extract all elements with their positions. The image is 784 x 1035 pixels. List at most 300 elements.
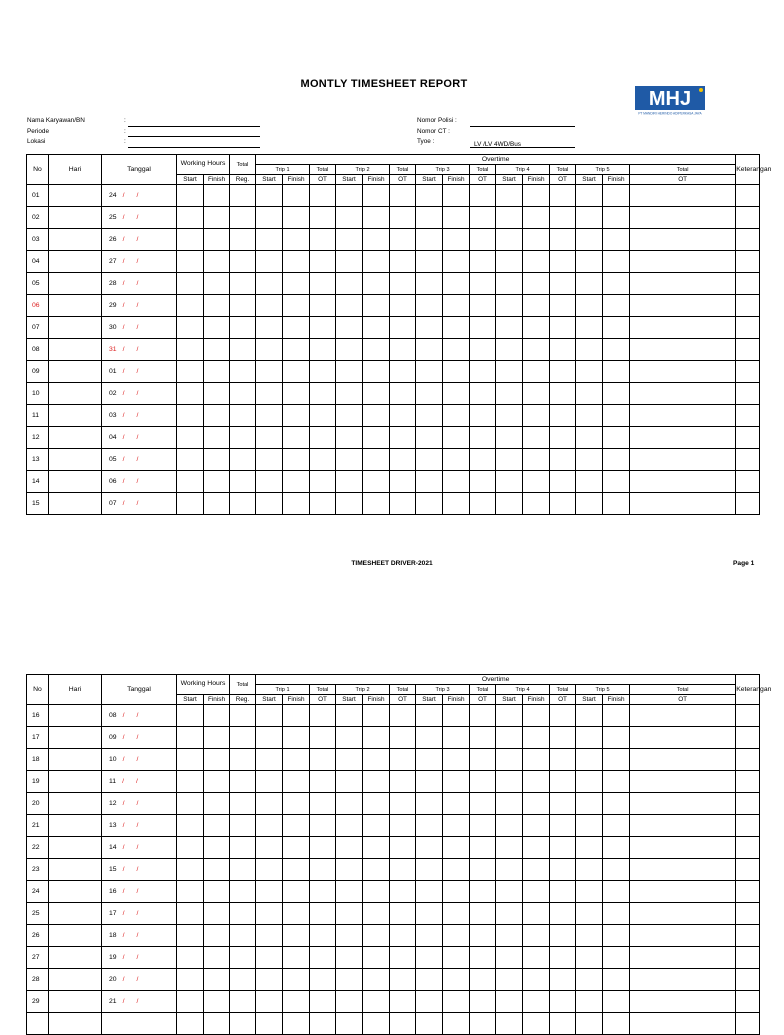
trip-start-cell[interactable] bbox=[496, 947, 523, 969]
trip-start-cell[interactable] bbox=[336, 705, 363, 727]
trip-finish-cell[interactable] bbox=[603, 881, 630, 903]
day-cell[interactable] bbox=[49, 947, 102, 969]
day-cell[interactable] bbox=[49, 449, 102, 471]
trip-start-cell[interactable] bbox=[256, 207, 283, 229]
trip-start-cell[interactable] bbox=[416, 229, 443, 251]
trip-start-cell[interactable] bbox=[576, 185, 603, 207]
trip-start-cell[interactable] bbox=[496, 339, 523, 361]
trip-start-cell[interactable] bbox=[496, 493, 523, 515]
trip-finish-cell[interactable] bbox=[443, 295, 470, 317]
date-cell[interactable] bbox=[102, 969, 177, 991]
trip-ot-cell[interactable] bbox=[390, 449, 416, 471]
notes-cell[interactable] bbox=[736, 273, 760, 295]
date-cell[interactable] bbox=[102, 881, 177, 903]
trip-start-cell[interactable] bbox=[576, 383, 603, 405]
trip-finish-cell[interactable] bbox=[283, 251, 310, 273]
trip-finish-cell[interactable] bbox=[363, 991, 390, 1013]
trip-finish-cell[interactable] bbox=[443, 427, 470, 449]
trip-ot-cell[interactable] bbox=[630, 991, 736, 1013]
work-reg-cell[interactable] bbox=[230, 1013, 256, 1035]
notes-cell[interactable] bbox=[736, 207, 760, 229]
trip-start-cell[interactable] bbox=[576, 427, 603, 449]
trip-ot-cell[interactable] bbox=[550, 837, 576, 859]
notes-cell[interactable] bbox=[736, 185, 760, 207]
trip-start-cell[interactable] bbox=[256, 771, 283, 793]
date-cell[interactable] bbox=[102, 427, 177, 449]
date-cell[interactable] bbox=[102, 405, 177, 427]
trip-finish-cell[interactable] bbox=[523, 925, 550, 947]
trip-start-cell[interactable] bbox=[576, 925, 603, 947]
work-reg-cell[interactable] bbox=[230, 339, 256, 361]
trip-start-cell[interactable] bbox=[336, 405, 363, 427]
trip-ot-cell[interactable] bbox=[470, 295, 496, 317]
trip-start-cell[interactable] bbox=[576, 273, 603, 295]
trip-start-cell[interactable] bbox=[576, 317, 603, 339]
trip-start-cell[interactable] bbox=[336, 749, 363, 771]
trip-start-cell[interactable] bbox=[496, 229, 523, 251]
trip-start-cell[interactable] bbox=[496, 705, 523, 727]
day-cell[interactable] bbox=[49, 859, 102, 881]
trip-start-cell[interactable] bbox=[496, 925, 523, 947]
trip-ot-cell[interactable] bbox=[550, 405, 576, 427]
trip-finish-cell[interactable] bbox=[283, 405, 310, 427]
trip-ot-cell[interactable] bbox=[310, 859, 336, 881]
day-cell[interactable] bbox=[49, 405, 102, 427]
trip-ot-cell[interactable] bbox=[550, 991, 576, 1013]
trip-ot-cell[interactable] bbox=[310, 793, 336, 815]
date-cell[interactable] bbox=[102, 771, 177, 793]
trip-start-cell[interactable] bbox=[256, 295, 283, 317]
trip-start-cell[interactable] bbox=[576, 749, 603, 771]
trip-start-cell[interactable] bbox=[256, 317, 283, 339]
notes-cell[interactable] bbox=[736, 317, 760, 339]
trip-ot-cell[interactable] bbox=[470, 427, 496, 449]
work-reg-cell[interactable] bbox=[230, 881, 256, 903]
trip-ot-cell[interactable] bbox=[550, 1013, 576, 1035]
work-start-cell[interactable] bbox=[177, 449, 204, 471]
trip-start-cell[interactable] bbox=[256, 815, 283, 837]
work-finish-cell[interactable] bbox=[204, 471, 230, 493]
trip-ot-cell[interactable] bbox=[310, 339, 336, 361]
notes-cell[interactable] bbox=[736, 493, 760, 515]
trip-finish-cell[interactable] bbox=[443, 705, 470, 727]
trip-ot-cell[interactable] bbox=[630, 405, 736, 427]
work-start-cell[interactable] bbox=[177, 207, 204, 229]
work-finish-cell[interactable] bbox=[204, 705, 230, 727]
work-start-cell[interactable] bbox=[177, 295, 204, 317]
trip-finish-cell[interactable] bbox=[363, 471, 390, 493]
trip-start-cell[interactable] bbox=[416, 361, 443, 383]
work-start-cell[interactable] bbox=[177, 471, 204, 493]
trip-ot-cell[interactable] bbox=[390, 471, 416, 493]
trip-ot-cell[interactable] bbox=[390, 493, 416, 515]
trip-finish-cell[interactable] bbox=[363, 361, 390, 383]
trip-finish-cell[interactable] bbox=[363, 207, 390, 229]
trip-start-cell[interactable] bbox=[496, 207, 523, 229]
work-finish-cell[interactable] bbox=[204, 493, 230, 515]
trip-finish-cell[interactable] bbox=[363, 925, 390, 947]
trip-finish-cell[interactable] bbox=[523, 229, 550, 251]
work-reg-cell[interactable] bbox=[230, 859, 256, 881]
trip-start-cell[interactable] bbox=[496, 859, 523, 881]
trip-start-cell[interactable] bbox=[256, 229, 283, 251]
trip-finish-cell[interactable] bbox=[603, 207, 630, 229]
trip-finish-cell[interactable] bbox=[603, 427, 630, 449]
notes-cell[interactable] bbox=[736, 295, 760, 317]
trip-finish-cell[interactable] bbox=[523, 471, 550, 493]
trip-start-cell[interactable] bbox=[496, 295, 523, 317]
day-cell[interactable] bbox=[49, 705, 102, 727]
trip-ot-cell[interactable] bbox=[630, 449, 736, 471]
trip-ot-cell[interactable] bbox=[470, 273, 496, 295]
trip-finish-cell[interactable] bbox=[283, 881, 310, 903]
date-cell[interactable] bbox=[102, 449, 177, 471]
trip-start-cell[interactable] bbox=[416, 295, 443, 317]
notes-cell[interactable] bbox=[736, 947, 760, 969]
trip-finish-cell[interactable] bbox=[363, 449, 390, 471]
day-cell[interactable] bbox=[49, 925, 102, 947]
work-finish-cell[interactable] bbox=[204, 837, 230, 859]
trip-ot-cell[interactable] bbox=[310, 705, 336, 727]
work-reg-cell[interactable] bbox=[230, 427, 256, 449]
notes-cell[interactable] bbox=[736, 815, 760, 837]
trip-finish-cell[interactable] bbox=[283, 815, 310, 837]
trip-finish-cell[interactable] bbox=[443, 815, 470, 837]
trip-finish-cell[interactable] bbox=[283, 295, 310, 317]
trip-ot-cell[interactable] bbox=[470, 771, 496, 793]
trip-ot-cell[interactable] bbox=[390, 947, 416, 969]
trip-start-cell[interactable] bbox=[336, 427, 363, 449]
trip-ot-cell[interactable] bbox=[470, 815, 496, 837]
work-reg-cell[interactable] bbox=[230, 295, 256, 317]
trip-start-cell[interactable] bbox=[576, 991, 603, 1013]
work-reg-cell[interactable] bbox=[230, 207, 256, 229]
trip-finish-cell[interactable] bbox=[603, 185, 630, 207]
trip-ot-cell[interactable] bbox=[470, 727, 496, 749]
trip-finish-cell[interactable] bbox=[603, 991, 630, 1013]
trip-finish-cell[interactable] bbox=[363, 295, 390, 317]
trip-ot-cell[interactable] bbox=[310, 991, 336, 1013]
work-reg-cell[interactable] bbox=[230, 493, 256, 515]
trip-ot-cell[interactable] bbox=[630, 793, 736, 815]
trip-start-cell[interactable] bbox=[416, 405, 443, 427]
trip-ot-cell[interactable] bbox=[390, 405, 416, 427]
trip-start-cell[interactable] bbox=[496, 449, 523, 471]
trip-start-cell[interactable] bbox=[576, 207, 603, 229]
trip-start-cell[interactable] bbox=[256, 449, 283, 471]
work-finish-cell[interactable] bbox=[204, 449, 230, 471]
trip-ot-cell[interactable] bbox=[550, 727, 576, 749]
trip-ot-cell[interactable] bbox=[390, 383, 416, 405]
work-start-cell[interactable] bbox=[177, 427, 204, 449]
work-finish-cell[interactable] bbox=[204, 749, 230, 771]
trip-finish-cell[interactable] bbox=[363, 969, 390, 991]
trip-start-cell[interactable] bbox=[416, 207, 443, 229]
work-reg-cell[interactable] bbox=[230, 405, 256, 427]
trip-start-cell[interactable] bbox=[416, 815, 443, 837]
trip-start-cell[interactable] bbox=[256, 903, 283, 925]
work-start-cell[interactable] bbox=[177, 727, 204, 749]
trip-finish-cell[interactable] bbox=[443, 185, 470, 207]
trip-start-cell[interactable] bbox=[576, 339, 603, 361]
day-cell[interactable] bbox=[49, 361, 102, 383]
trip-ot-cell[interactable] bbox=[390, 705, 416, 727]
date-cell[interactable] bbox=[102, 273, 177, 295]
work-start-cell[interactable] bbox=[177, 969, 204, 991]
trip-ot-cell[interactable] bbox=[630, 427, 736, 449]
trip-start-cell[interactable] bbox=[496, 771, 523, 793]
trip-start-cell[interactable] bbox=[576, 295, 603, 317]
trip-finish-cell[interactable] bbox=[283, 947, 310, 969]
work-start-cell[interactable] bbox=[177, 361, 204, 383]
date-cell[interactable] bbox=[102, 339, 177, 361]
trip-finish-cell[interactable] bbox=[283, 427, 310, 449]
trip-ot-cell[interactable] bbox=[550, 295, 576, 317]
trip-finish-cell[interactable] bbox=[603, 493, 630, 515]
trip-finish-cell[interactable] bbox=[523, 405, 550, 427]
trip-start-cell[interactable] bbox=[256, 925, 283, 947]
trip-finish-cell[interactable] bbox=[443, 273, 470, 295]
trip-ot-cell[interactable] bbox=[310, 207, 336, 229]
work-finish-cell[interactable] bbox=[204, 991, 230, 1013]
trip-start-cell[interactable] bbox=[416, 493, 443, 515]
work-reg-cell[interactable] bbox=[230, 837, 256, 859]
trip-ot-cell[interactable] bbox=[390, 859, 416, 881]
work-start-cell[interactable] bbox=[177, 771, 204, 793]
trip-start-cell[interactable] bbox=[416, 273, 443, 295]
trip-finish-cell[interactable] bbox=[363, 859, 390, 881]
trip-finish-cell[interactable] bbox=[603, 405, 630, 427]
trip-ot-cell[interactable] bbox=[310, 251, 336, 273]
trip-ot-cell[interactable] bbox=[390, 815, 416, 837]
trip-ot-cell[interactable] bbox=[550, 903, 576, 925]
work-finish-cell[interactable] bbox=[204, 1013, 230, 1035]
trip-ot-cell[interactable] bbox=[310, 1013, 336, 1035]
work-finish-cell[interactable] bbox=[204, 771, 230, 793]
work-reg-cell[interactable] bbox=[230, 771, 256, 793]
date-cell[interactable] bbox=[102, 925, 177, 947]
trip-finish-cell[interactable] bbox=[283, 925, 310, 947]
work-finish-cell[interactable] bbox=[204, 339, 230, 361]
trip-ot-cell[interactable] bbox=[550, 815, 576, 837]
trip-start-cell[interactable] bbox=[336, 903, 363, 925]
trip-ot-cell[interactable] bbox=[390, 793, 416, 815]
trip-ot-cell[interactable] bbox=[550, 705, 576, 727]
trip-finish-cell[interactable] bbox=[603, 815, 630, 837]
trip-ot-cell[interactable] bbox=[390, 991, 416, 1013]
trip-finish-cell[interactable] bbox=[283, 837, 310, 859]
work-finish-cell[interactable] bbox=[204, 427, 230, 449]
trip-start-cell[interactable] bbox=[336, 493, 363, 515]
work-finish-cell[interactable] bbox=[204, 727, 230, 749]
trip-start-cell[interactable] bbox=[256, 705, 283, 727]
trip-finish-cell[interactable] bbox=[523, 947, 550, 969]
trip-ot-cell[interactable] bbox=[630, 903, 736, 925]
trip-ot-cell[interactable] bbox=[550, 493, 576, 515]
day-cell[interactable] bbox=[49, 771, 102, 793]
trip-ot-cell[interactable] bbox=[470, 383, 496, 405]
day-cell[interactable] bbox=[49, 727, 102, 749]
trip-ot-cell[interactable] bbox=[390, 273, 416, 295]
trip-finish-cell[interactable] bbox=[283, 449, 310, 471]
trip-ot-cell[interactable] bbox=[390, 251, 416, 273]
trip-start-cell[interactable] bbox=[496, 405, 523, 427]
work-reg-cell[interactable] bbox=[230, 991, 256, 1013]
date-cell[interactable] bbox=[102, 749, 177, 771]
trip-start-cell[interactable] bbox=[496, 727, 523, 749]
trip-ot-cell[interactable] bbox=[470, 925, 496, 947]
trip-ot-cell[interactable] bbox=[550, 185, 576, 207]
day-cell[interactable] bbox=[49, 295, 102, 317]
work-reg-cell[interactable] bbox=[230, 361, 256, 383]
trip-ot-cell[interactable] bbox=[630, 339, 736, 361]
trip-ot-cell[interactable] bbox=[630, 837, 736, 859]
trip-start-cell[interactable] bbox=[496, 383, 523, 405]
trip-ot-cell[interactable] bbox=[390, 903, 416, 925]
trip-ot-cell[interactable] bbox=[550, 339, 576, 361]
work-start-cell[interactable] bbox=[177, 383, 204, 405]
trip-finish-cell[interactable] bbox=[443, 903, 470, 925]
trip-ot-cell[interactable] bbox=[550, 749, 576, 771]
trip-start-cell[interactable] bbox=[256, 339, 283, 361]
location-field[interactable] bbox=[128, 140, 260, 148]
trip-ot-cell[interactable] bbox=[550, 925, 576, 947]
trip-start-cell[interactable] bbox=[256, 727, 283, 749]
trip-start-cell[interactable] bbox=[576, 859, 603, 881]
trip-finish-cell[interactable] bbox=[363, 427, 390, 449]
trip-finish-cell[interactable] bbox=[443, 859, 470, 881]
trip-finish-cell[interactable] bbox=[603, 295, 630, 317]
notes-cell[interactable] bbox=[736, 881, 760, 903]
trip-finish-cell[interactable] bbox=[283, 471, 310, 493]
trip-start-cell[interactable] bbox=[496, 427, 523, 449]
trip-finish-cell[interactable] bbox=[363, 771, 390, 793]
trip-finish-cell[interactable] bbox=[443, 947, 470, 969]
trip-finish-cell[interactable] bbox=[363, 727, 390, 749]
trip-start-cell[interactable] bbox=[336, 229, 363, 251]
trip-finish-cell[interactable] bbox=[603, 1013, 630, 1035]
work-finish-cell[interactable] bbox=[204, 859, 230, 881]
trip-start-cell[interactable] bbox=[576, 881, 603, 903]
trip-finish-cell[interactable] bbox=[283, 859, 310, 881]
trip-ot-cell[interactable] bbox=[630, 251, 736, 273]
work-reg-cell[interactable] bbox=[230, 727, 256, 749]
trip-ot-cell[interactable] bbox=[310, 837, 336, 859]
trip-finish-cell[interactable] bbox=[603, 229, 630, 251]
trip-start-cell[interactable] bbox=[416, 859, 443, 881]
trip-finish-cell[interactable] bbox=[523, 185, 550, 207]
date-cell[interactable] bbox=[102, 991, 177, 1013]
trip-ot-cell[interactable] bbox=[630, 185, 736, 207]
trip-finish-cell[interactable] bbox=[523, 449, 550, 471]
trip-finish-cell[interactable] bbox=[443, 881, 470, 903]
name-field[interactable] bbox=[128, 119, 260, 127]
trip-start-cell[interactable] bbox=[336, 925, 363, 947]
trip-ot-cell[interactable] bbox=[470, 251, 496, 273]
work-start-cell[interactable] bbox=[177, 185, 204, 207]
trip-finish-cell[interactable] bbox=[523, 317, 550, 339]
trip-ot-cell[interactable] bbox=[390, 881, 416, 903]
day-cell[interactable] bbox=[49, 383, 102, 405]
day-cell[interactable] bbox=[49, 837, 102, 859]
date-cell[interactable] bbox=[102, 383, 177, 405]
trip-ot-cell[interactable] bbox=[470, 1013, 496, 1035]
date-cell[interactable] bbox=[102, 471, 177, 493]
ct-field[interactable] bbox=[470, 129, 575, 137]
trip-start-cell[interactable] bbox=[576, 1013, 603, 1035]
trip-start-cell[interactable] bbox=[416, 427, 443, 449]
trip-finish-cell[interactable] bbox=[283, 383, 310, 405]
trip-finish-cell[interactable] bbox=[523, 207, 550, 229]
trip-finish-cell[interactable] bbox=[523, 727, 550, 749]
trip-ot-cell[interactable] bbox=[390, 727, 416, 749]
notes-cell[interactable] bbox=[736, 727, 760, 749]
trip-finish-cell[interactable] bbox=[363, 493, 390, 515]
trip-start-cell[interactable] bbox=[576, 705, 603, 727]
trip-start-cell[interactable] bbox=[416, 969, 443, 991]
trip-start-cell[interactable] bbox=[336, 317, 363, 339]
trip-ot-cell[interactable] bbox=[390, 229, 416, 251]
day-cell[interactable] bbox=[49, 969, 102, 991]
work-start-cell[interactable] bbox=[177, 837, 204, 859]
notes-cell[interactable] bbox=[736, 405, 760, 427]
notes-cell[interactable] bbox=[736, 251, 760, 273]
trip-start-cell[interactable] bbox=[256, 947, 283, 969]
trip-start-cell[interactable] bbox=[336, 837, 363, 859]
trip-finish-cell[interactable] bbox=[283, 317, 310, 339]
trip-ot-cell[interactable] bbox=[630, 705, 736, 727]
trip-start-cell[interactable] bbox=[496, 837, 523, 859]
notes-cell[interactable] bbox=[736, 1013, 760, 1035]
trip-ot-cell[interactable] bbox=[470, 749, 496, 771]
trip-start-cell[interactable] bbox=[576, 251, 603, 273]
trip-start-cell[interactable] bbox=[416, 383, 443, 405]
notes-cell[interactable] bbox=[736, 361, 760, 383]
date-cell[interactable] bbox=[102, 1013, 177, 1035]
trip-finish-cell[interactable] bbox=[443, 991, 470, 1013]
work-finish-cell[interactable] bbox=[204, 185, 230, 207]
trip-ot-cell[interactable] bbox=[390, 185, 416, 207]
work-reg-cell[interactable] bbox=[230, 251, 256, 273]
day-cell[interactable] bbox=[49, 251, 102, 273]
trip-start-cell[interactable] bbox=[576, 727, 603, 749]
trip-finish-cell[interactable] bbox=[523, 273, 550, 295]
trip-ot-cell[interactable] bbox=[630, 229, 736, 251]
work-finish-cell[interactable] bbox=[204, 969, 230, 991]
trip-finish-cell[interactable] bbox=[363, 793, 390, 815]
plate-field[interactable] bbox=[470, 119, 575, 127]
notes-cell[interactable] bbox=[736, 925, 760, 947]
trip-start-cell[interactable] bbox=[256, 859, 283, 881]
work-reg-cell[interactable] bbox=[230, 449, 256, 471]
trip-ot-cell[interactable] bbox=[470, 339, 496, 361]
work-finish-cell[interactable] bbox=[204, 947, 230, 969]
work-finish-cell[interactable] bbox=[204, 273, 230, 295]
trip-finish-cell[interactable] bbox=[443, 471, 470, 493]
notes-cell[interactable] bbox=[736, 471, 760, 493]
trip-finish-cell[interactable] bbox=[443, 317, 470, 339]
trip-finish-cell[interactable] bbox=[283, 493, 310, 515]
trip-finish-cell[interactable] bbox=[443, 207, 470, 229]
trip-ot-cell[interactable] bbox=[310, 925, 336, 947]
trip-finish-cell[interactable] bbox=[443, 405, 470, 427]
work-start-cell[interactable] bbox=[177, 229, 204, 251]
trip-ot-cell[interactable] bbox=[550, 361, 576, 383]
work-start-cell[interactable] bbox=[177, 815, 204, 837]
trip-start-cell[interactable] bbox=[416, 317, 443, 339]
trip-start-cell[interactable] bbox=[336, 383, 363, 405]
trip-finish-cell[interactable] bbox=[363, 903, 390, 925]
